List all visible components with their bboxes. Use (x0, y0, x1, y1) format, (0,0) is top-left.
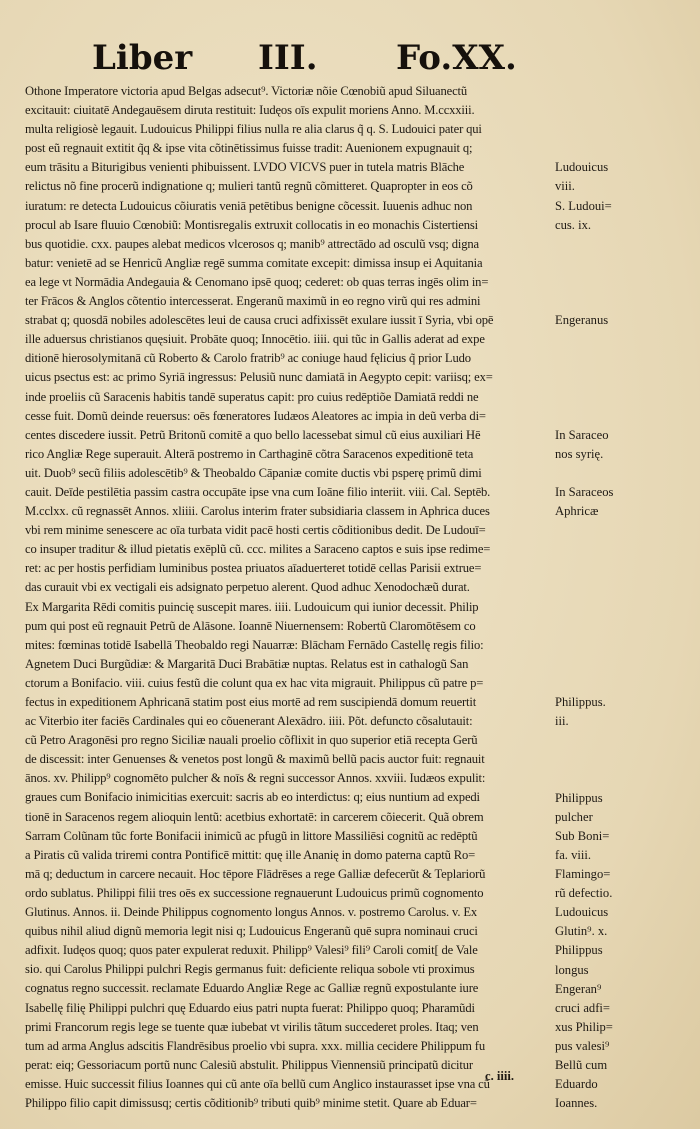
marginal-note: Philippus pulcher Sub Boni= fa. viii. (555, 790, 610, 862)
text-line: Ex Margarita Rēdi comitis puincię suscepit mares. iiii. Ludouicum qui iunior decessit. Philip (25, 599, 479, 614)
header-book-number: III. (258, 38, 318, 78)
text-line: multa religiosè legauit. Ludouicus Philippi filius nulla re alia clarus q̃ q. S. Ludouici pater qui (25, 122, 482, 137)
text-line: cesse fuit. Domũ deinde reuersus: oēs fœneratores Iudæos Aleatores ac impia in deũ verba di= (25, 408, 486, 423)
marginal-note: In Saraceo nos syrię. (555, 427, 609, 461)
text-line: a Piratis cũ valida triremi contra Pontificē mittit: quę ille Ananię in domo paterna captũ Ro= (25, 847, 476, 862)
text-line: tum ad arma Anglus adscitis Flandrēsibus proelio vbi supra. xxx. millia cecidere Philippum fu (25, 1038, 485, 1053)
text-line: ret: ac per hostis perfidiam luminibus postea priuatos aīaduerteret totidē cellas Parisii extrue= (25, 561, 482, 576)
text-line: eum trāsitu a Biturigibus venienti phibuissent. LVDO VICVS puer in tutela matris Blāche (25, 160, 465, 175)
text-line: iuratum: re detecta Ludouicus cõiuratis veniā petētibus benigne cõcessit. Iuuenis adhuc non (25, 198, 473, 213)
marginal-note: Ludouicus viii. (555, 160, 609, 194)
marginal-note: Engeranus (555, 313, 609, 328)
text-line: cognatus regno successit. reclamate Eduardo Angliæ Rege ac Galliæ regnũ expostulante iure (25, 981, 479, 996)
text-line: bus quotidie. cxx. paupes alebat medicos vlcerosos q; manib⁹ attrectādo ad osculũ vsq; digna (25, 236, 479, 251)
text-line: primi Francorum regis lege se tuente quæ iubebat vt virilis tãtum succederet proles. Itaq; ven (25, 1019, 479, 1034)
text-line: ditionē hierosolymitanā cũ Roberto & Carolo fratrib⁹ ac coniuge haud fęlicius q̃ prior Ludo (25, 351, 471, 366)
text-line: ea lege vt Normādia Andegauia & Cenomano ipsē quoq; cederet: ob quas terras ingēs olim in= (25, 274, 489, 289)
signature-mark: c. iiii. (485, 1069, 515, 1083)
marginal-note: S. Ludoui= cus. ix. (555, 198, 612, 232)
header-book-label: Liber (92, 38, 193, 78)
marginal-note: Philippus. iii. (555, 695, 606, 729)
text-line: pum qui post eũ regnauit Petrũ de Alāsone. Ioannē Niuernensem: Robertũ Claromōtēsem co (25, 618, 476, 633)
text-line: rico Angliæ Rege superauit. Alterā postremo in Carthaginē cõtra Saracenos expeditionē teta (25, 446, 474, 461)
text-line: ordo sublatus. Philippi filii tres oēs ex successione regnauerunt Ludouicus primũ cognomento (25, 885, 484, 900)
text-line: Othone Imperatore victoria apud Belgas adsecut⁹. Victoriæ nõie Cœnobiũ apud Siluanectũ (25, 84, 468, 98)
text-line: tionē in Saracenos regem alioquin lentũ: acetbius exhortatē: in carcerem cõiecerit. Quã obrem (25, 809, 484, 824)
text-line: ac Viterbio iter faciēs Cardinales qui eo cõuenerant Alexādro. iiii. Põt. defuncto cõsalutauit: (25, 714, 473, 729)
text-line: cauit. Deīde pestilētia passim castra occupāte ipse vna cum Ioāne filio interiit. viii. Cal. Septēb. (25, 484, 491, 499)
text-line: Philippo filio capit dimissusq; certis cõditionib⁹ tributi quib⁹ minime stetit. Quare ab Eduar= (25, 1095, 477, 1110)
text-line: mā q; deductum in carcere necauit. Hoc tēpore Flādrēses a rege Galliæ defecerũt & Teplariorũ (25, 866, 486, 881)
text-line: co insuper traditur & illud pietatis exēplũ cũ. ccc. milites a Saraceno captos e suis ipse redime= (25, 542, 491, 557)
text-line: Agnetem Duci Burgũdiæ: & Margaritā Duci Brabātiæ nuptas. Relatus est in cathalogũ San (25, 656, 469, 671)
main-text-column (25, 82, 557, 1113)
text-line: adfixit. Iudęos quoq; quos pater expulerat reduxit. Philipp⁹ Valesi⁹ fili⁹ Caroli comit[ de Vale (25, 943, 478, 958)
text-line: vbi rem minime senescere ac oīa turbata vidit pacē hosti certis cõditionibus dedit. De Ludouī= (25, 523, 486, 538)
text-line: inde proeliis cũ Saracenis habitis tandē superatus capit: pro cuius redēptiõe Damiatā reddi ne (25, 389, 479, 404)
text-line: uicus psectus est: ac primo Syriā ingressus: Pelusiũ nunc damiatā in Aegypto cepit: variisq; ex= (25, 370, 493, 385)
text-line: mites: fœminas totidē Isabellā Theobaldo regi Nauarræ: Blācham Fernādo Castellę regis filio: (25, 637, 484, 652)
text-line: Sarram Colũnam tũc forte Bonifacii inimicũ ac pfugũ in littore Massiliēsi cognitũ ac redēptũ (25, 828, 478, 843)
text-line: fectus in expeditionem Aphricanā statim post eius mortē ad rem suscipiendā domum reuertit (25, 695, 477, 709)
header-folio-number: Fo.XX. (396, 38, 517, 78)
text-line: M.cclxx. cũ regnassēt Annos. xliiii. Carolus interim frater subsidiaria classem in Aphrica duces (25, 504, 490, 519)
marginal-note: In Saraceos Aphricæ (555, 485, 614, 519)
text-line: Isabellę filię Philippi pulchri quę Eduardo eius patri nupta fuerat: Philippo quoq; Pharamũdi (25, 1000, 475, 1015)
text-line: graues cum Bonifacio inimicitias exercuit: sacris ab eo interdictus: q; eius nuntium ad expedi (25, 790, 480, 805)
text-line: de discessit: inter Genuenses & venetos post longũ & maximũ bellũ pacis auctor fuit: regnauit (25, 752, 485, 767)
text-line: perat: eiq; Gessoriacum portũ nunc Calesiũ abstulit. Philippus Viennensiũ principatũ dicitur (25, 1057, 473, 1072)
text-line: emisse. Huic successit filius Ioannes qui cũ ante oīa bellũ cum Anglico instaurasset ipse vna cũ (25, 1076, 490, 1091)
text-line: quibus nihil aliud dignũ memoria legit nisi q; Ludouicus Engeranũ quē supra nominaui cruci (25, 924, 478, 939)
text-line: sio. qui Carolus Philippi pulchri Regis germanus fuit: deficiente reliqua sobole vti proximus (25, 962, 475, 977)
text-line: excitauit: ciuitatē Andegauēsem diruta restituit: Iudęos oīs expulit moriens Anno. M.ccxxiii. (25, 103, 475, 118)
text-line: ter Frācos & Anglos cõtentio intercesserat. Engeranũ maximũ in eo regno virũ qui res admini (25, 294, 481, 309)
marginal-note: Flamingo= rũ defectio. Ludouicus Glutin⁹. x. Philippus longus Engeran⁹ cruci adfi= xus Philip= pus valesi⁹ Bellũ cum Eduardo Ioannes. (555, 867, 613, 1111)
text-line: ānos. xv. Philipp⁹ cognomēto pulcher & noīs & regni successor Annos. xxviii. Iudæos expulit: (25, 771, 486, 786)
text-line: relictus nõ fine procerũ indignatione q; mulieri tantũ regnũ cõmitteret. Quapropter in eos cõ (25, 179, 473, 194)
text-line: batur: venietē ad se Henricũ Angliæ regē summa comitate excepit: dimissa insup ei Aquitania (25, 255, 483, 270)
text-line: ctorum a Bonifacio. viii. cuius festũ die colunt qua ex hac vita migrauit. Philippus cũ patre p= (25, 675, 484, 690)
running-header (0, 38, 700, 88)
text-line: uit. Duob⁹ secũ filiis adolescētib⁹ & Theobaldo Cāpaniæ comite ductis vbi psperę primũ dimi (25, 465, 482, 480)
text-line: post eũ regnauit extitit q̃q & ipse vita cõtinētissimus fuisse tradit: Auenionem expugnauit q; (25, 141, 473, 156)
text-line: procul ab Isare fluuio Cœnobiũ: Montisregalis extruxit collocatis in eo monachis Cistertiensi (25, 217, 478, 232)
text-line: Glutinus. Annos. ii. Deinde Philippus cognomento longus Annos. v. postremo Carolus. v. Ex (25, 905, 478, 920)
text-line: das curauit vbi ex vectigali eis adsignato perpetuo alerent. Quod adhuc Xenodochæũ durat. (25, 580, 470, 595)
text-line: ille aduersus christianos quęsiuit. Probāte quoq; Innocētio. iiii. qui tũc in Gallis aderat ad expe (25, 332, 485, 347)
text-line: centes discedere iussit. Petrũ Britonũ comitē a quo bello lacessebat simul cũ eius auxiliari Hē (25, 427, 481, 442)
text-line: cũ Petro Aragonēsi pro regno Siciliæ nauali proelio cõflixit in quo superior etiā recepta Gerũ (25, 733, 478, 748)
text-line: strabat q; quosdā nobiles adolescētes leui de causa cruci adfixissēt exulare iussit ī Syria, vbi opē (25, 313, 494, 328)
